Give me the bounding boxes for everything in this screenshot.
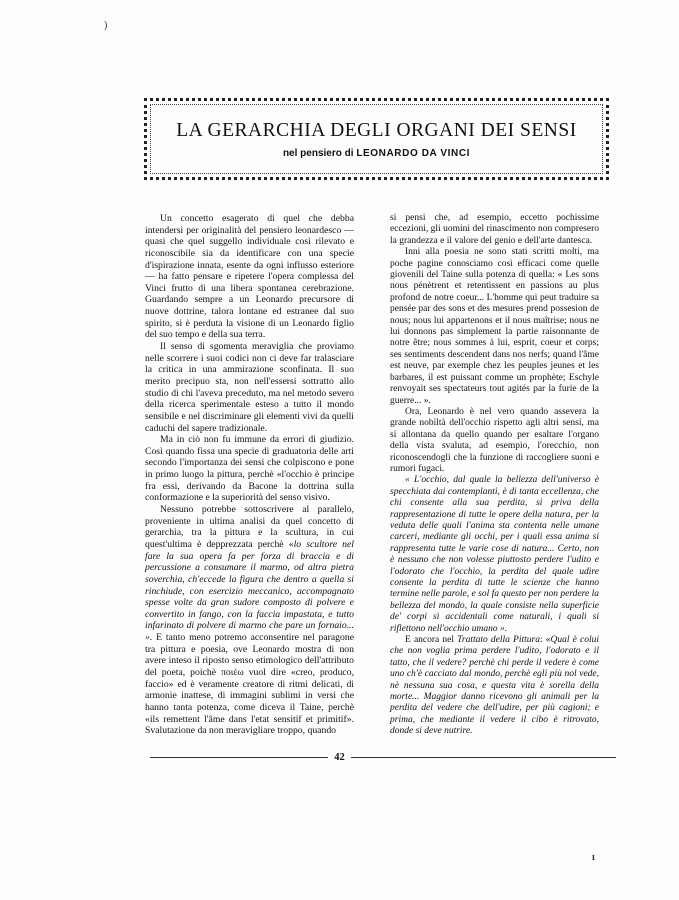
article-subtitle	[147, 148, 606, 159]
paragraph	[390, 635, 599, 738]
left-column	[145, 213, 354, 737]
margin-mark: ı	[592, 852, 595, 863]
paragraph-text: E ancora nel	[405, 635, 458, 646]
leonardo-quote-sculptor: lo scultore nel fare la sua opera fa per forza di braccia e di percussione a consumare il marmo, od altra pietra soverchia, ch'eccede la figura che dentro a quella si rinchiude, con esercizio meccanico, accompagnato spesse volte da gran sudore composto di polvere e convertito in fango, con la faccia impastata, e tutto infarinato di polvere di marmo che pare un fornaio... ».	[145, 538, 354, 644]
book-title: Trattato della Pittura	[457, 635, 540, 646]
paragraph: Il senso di sgomenta meraviglia che proviamo nelle scorrere i suoi codici non ci deve far tralasciare la critica in una ammirazione sconfinata. Il suo merito precipuo sta, non nell'essersi sottratto allo studio di chi l'aveva preceduto, ma nel metodo severo della ricerca sperimentale esteso a tutto il mondo sensibile e nel discriminare gli elementi vivi da quelli caduchi del sapere tradizionale.	[145, 341, 354, 434]
paragraph	[145, 504, 354, 737]
leonardo-quote-eye: « L'occhio, dal quale la bellezza dell'universo è specchiata dai contemplanti, è di tanta eccellenza, che chi consente alla sua perdita, si priva della rappresentazione di tutte le opere della natura, per la veduta delle quali l'anima sta contenta nelle umane carceri, mediante gli occhi, per i quali essa anima si rappresenta tutte le varie cose di natura... Certo, non è nessuno che non volesse piuttosto perdere l'udito e l'odorato che l'occhio, la perdita del quale udire consente la perdita di tutte le scienze che hanno termine nelle parole, e sol fa questo per non perdere la bellezza del mondo, la quale consiste nella superficie de' corpi sì accidentali come naturali, i quali si riflettono nell'occhio umano ».	[390, 475, 599, 634]
paragraph-text: E tanto meno potremo acconsentire nel paragone tra pittura e poesia, ove Leonardo mostra di non avere inteso il riposto senso etimologico dell'attributo del poeta, poichè ποιέω vuol dire «creo, produco, faccio» ed è veramente creatore di ritmi delicati, di armonie inattese, di immagini sublimi in versi che hanno tanta potenza, come diceva il Taine, perchè «ils remettent l'âme dans l'etat sensitif et primitif». Svalutazione da non meravigliare troppo, quando	[145, 632, 354, 737]
leonardo-quote-sight: Qual è colui che non voglia prima perdere l'udito, l'odorato e il tatto, che il vedere? perchè chi perde il vedere è come uno ch'è cacciato dal mondo, perchè egli più nol vede, nè nessuna sua cosa, e questa vita è sorella della morte... Maggior danno ricevono gli animali per la perdita del vedere che dell'udire, per più cagioni; e prima, che mediante il vedere il cibo è ritrovato, donde si deve nutrire.	[390, 635, 599, 737]
subtitle-author: LEONARDO DA VINCI	[356, 148, 471, 159]
subtitle-prefix: nel pensiero di	[282, 148, 354, 159]
paragraph: Un concetto esagerato di quel che debba intendersi per originalità del pensiero leonardesco — quasi che quel suggello individuale così rilevato e riconoscibile sia da identificare con una specie d'ispirazione innata, esente da ogni influsso esteriore — ha fatto pensare e ripetere l'opera complessa del Vinci frutto di una libera spontanea cerebrazione. Guardando sempre a un Leonardo precursore di nuove dottrine, talora lontane ed estranee dal suo spirito, si è perduta la visione di un Leonardo figlio del suo tempo e della sua terra.	[145, 213, 354, 341]
paragraph-text: Nessuno potrebbe sottoscrivere al parallelo, proveniente in ultima analisi da quel concetto di gerarchia, tra la pittura e la scultura, in cui quest'ultima è depprezzata perchè «	[145, 504, 354, 550]
title-frame	[144, 98, 609, 180]
paragraph: si pensi che, ad esempio, eccetto pochissime eccezioni, gli uomini del rinascimento non compresero la grandezza e il valore del genio e dell'arte dantesca.	[390, 213, 599, 246]
paragraph: Ma in ciò non fu immune da errori di giudizio. Così quando fissa una specie di graduatoria delle arti secondo l'importanza dei sensi che colpiscono e pone in primo luogo la pittura, perchè «l'occhio è principe fra essi, derivando da Bacone la dottrina sulla conformazione e la superiorità del senso visivo.	[145, 434, 354, 504]
paragraph-text: : «	[539, 635, 551, 646]
page-number: 42	[328, 752, 351, 763]
margin-mark: )	[104, 20, 108, 31]
page-number-row	[0, 752, 679, 763]
paragraph: Inni alla poesia ne sono stati scritti molti, ma poche pagine conosciamo così efficaci come quelle giovenili del Taine sulla potenza di quella: « Les sons nous pénètrent et retentissent en passions au plus profond de notre coeur... L'homme qui peut traduire sa pensée par des sons et des mesures prend possesion de nous; nous lui appartenons et il nous maîtrise; nous ne lui donnons pas simplement la partie raisonnante de notre être; nous sommes à lui, esprit, coeur et corps; ses sentiments descendent dans nos nerfs; quand l'âme est neuve, par exemple chez les peuples jeunes et les barbares, il est puissant comme un prophète; Eschyle renvoyait ses spectateurs tout agités par la furie de la guerre... ».	[390, 247, 599, 406]
right-column	[390, 213, 599, 738]
paragraph: Ora, Leonardo è nel vero quando assevera la grande nobiltà dell'occhio rispetto agli altri sensi, ma si allontana da quello quando per esaltare l'organo della vista svaluta, ad esempio, l'orecchio, non riconoscendogli che la funzione di raccogliere suoni e rumori fugaci.	[390, 406, 599, 474]
article-title: LA GERARCHIA DEGLI ORGANI DEI SENSI	[176, 120, 577, 141]
